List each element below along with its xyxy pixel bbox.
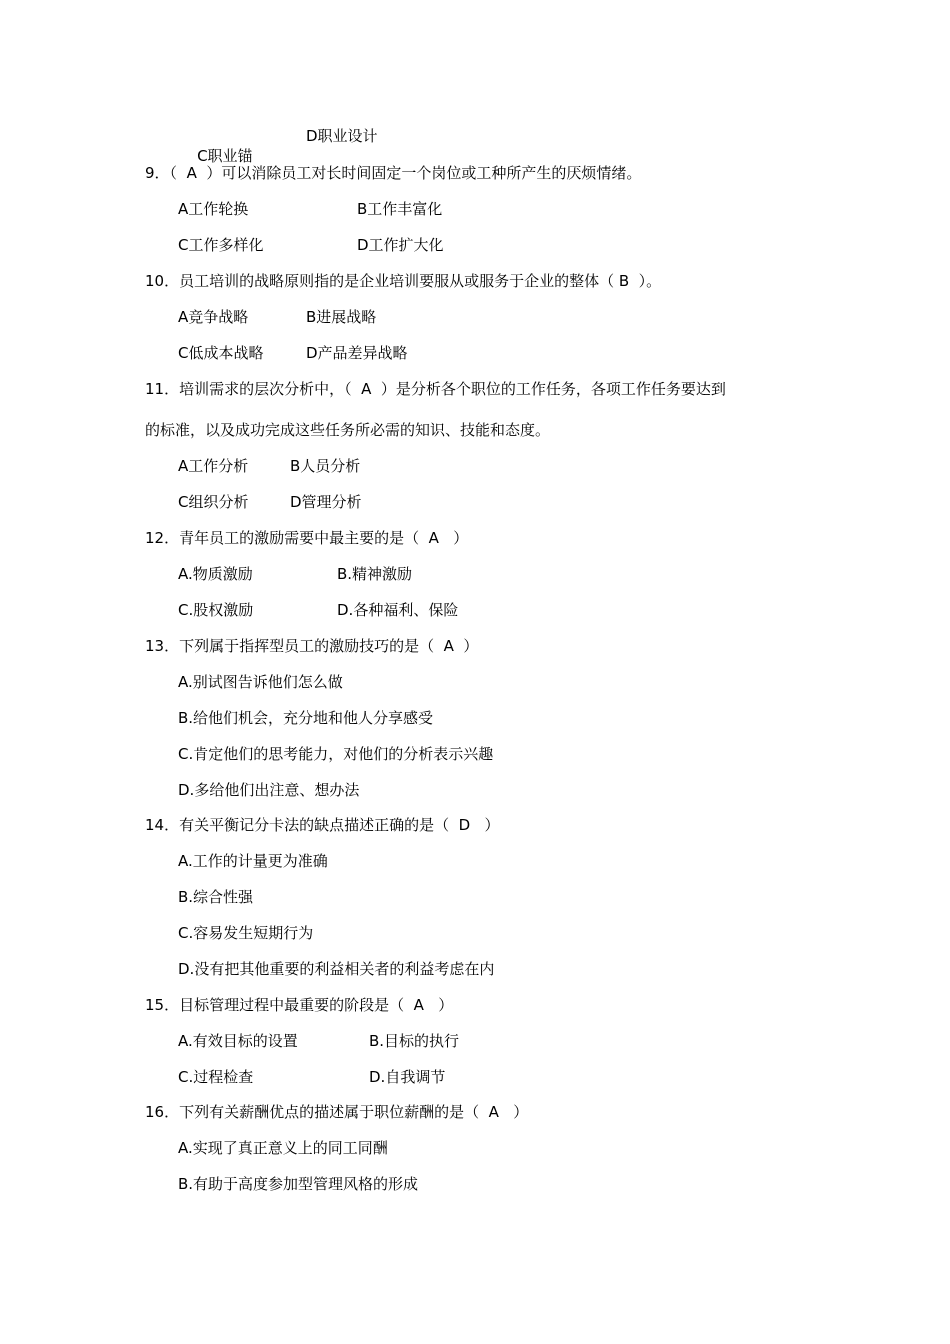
option-d: D.各种福利、保险: [337, 601, 459, 619]
question-15: 15．目标管理过程中最重要的阶段是（ A ）: [145, 996, 454, 1014]
option-a: A.物质激励: [178, 565, 253, 583]
option-d: D管理分析: [290, 493, 362, 511]
option-b: B.综合性强: [178, 888, 254, 906]
option-c: C.肯定他们的思考能力，对他们的分析表示兴趣: [178, 745, 494, 763]
option-d: D产品差异战略: [306, 344, 408, 362]
question-11: 11．培训需求的层次分析中，（ A ）是分析各个职位的工作任务，各项工作任务要达到: [145, 380, 726, 398]
question-16: 16．下列有关薪酬优点的描述属于职位薪酬的是（ A ）: [145, 1103, 529, 1121]
option-a: A.实现了真正意义上的同工同酬: [178, 1139, 388, 1157]
option-a: A工作分析: [178, 457, 249, 475]
option-c: C职业锚: [197, 147, 253, 165]
option-c: C.股权激励: [178, 601, 254, 619]
option-c: C工作多样化: [178, 236, 264, 254]
option-d: D职业设计: [306, 127, 378, 145]
option-c: C.容易发生短期行为: [178, 924, 314, 942]
option-d: D.多给他们出注意、想办法: [178, 781, 360, 799]
option-b: B工作丰富化: [357, 200, 443, 218]
option-c: C低成本战略: [178, 344, 264, 362]
option-a: A.工作的计量更为准确: [178, 852, 328, 870]
question-10: 10．员工培训的战略原则指的是企业培训要服从或服务于企业的整体（ B ）。: [145, 272, 662, 290]
question-9: 9．（ A ）可以消除员工对长时间固定一个岗位或工种所产生的厌烦情绪。: [145, 164, 642, 182]
option-b: B.精神激励: [337, 565, 413, 583]
question-11-continued: 的标准，以及成功完成这些任务所必需的知识、技能和态度。: [145, 421, 551, 439]
option-b: B.有助于高度参加型管理风格的形成: [178, 1175, 419, 1193]
option-a: A.有效目标的设置: [178, 1032, 298, 1050]
option-a: A竞争战略: [178, 308, 249, 326]
question-14: 14．有关平衡记分卡法的缺点描述正确的是（ D ）: [145, 816, 500, 834]
question-12: 12．青年员工的激励需要中最主要的是（ A ）: [145, 529, 469, 547]
option-b: B人员分析: [290, 457, 361, 475]
option-b: B.目标的执行: [369, 1032, 460, 1050]
option-b: B.给他们机会，充分地和他人分享感受: [178, 709, 434, 727]
option-a: A.别试图告诉他们怎么做: [178, 673, 343, 691]
option-d: D.自我调节: [369, 1068, 446, 1086]
option-b: B进展战略: [306, 308, 377, 326]
option-d: D工作扩大化: [357, 236, 444, 254]
option-a: A工作轮换: [178, 200, 249, 218]
option-line: [178, 126, 253, 165]
option-d: D.没有把其他重要的利益相关者的利益考虑在内: [178, 960, 495, 978]
question-13: 13．下列属于指挥型员工的激励技巧的是（ A ）: [145, 637, 479, 655]
option-c: C组织分析: [178, 493, 249, 511]
option-c: C.过程检查: [178, 1068, 254, 1086]
